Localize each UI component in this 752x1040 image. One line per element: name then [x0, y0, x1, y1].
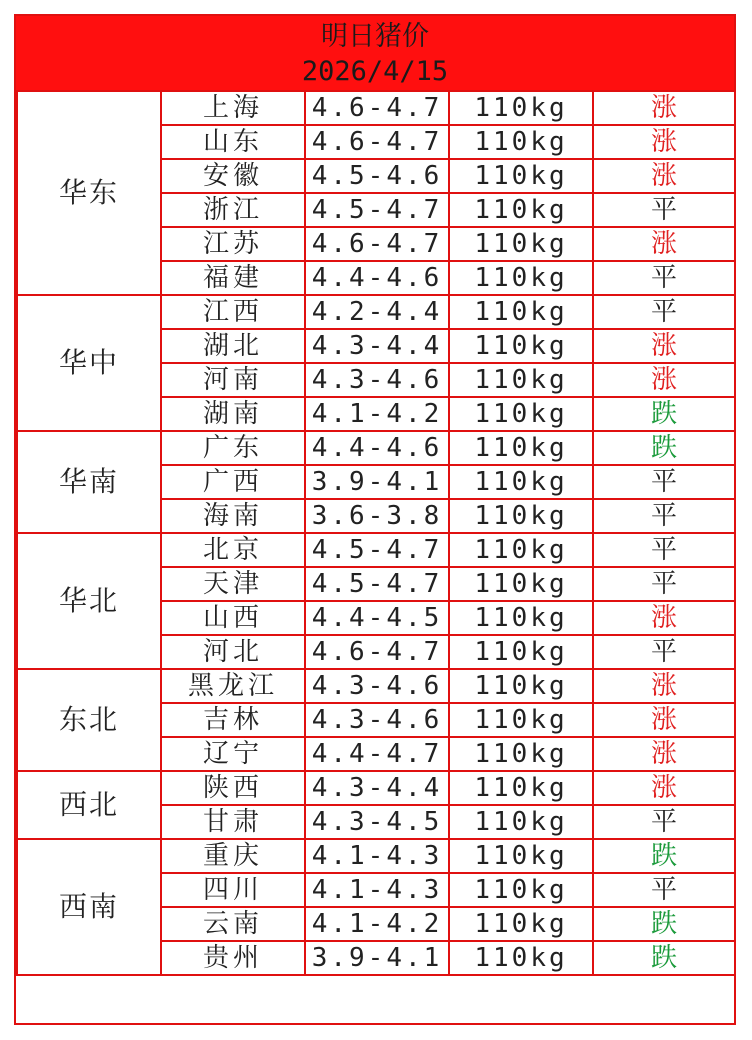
table-row — [17, 533, 735, 567]
province-cell: 湖南 — [161, 397, 305, 431]
province-cell: 重庆 — [161, 839, 305, 873]
price-cell: 4.3-4.4 — [305, 329, 449, 363]
province-cell: 海南 — [161, 499, 305, 533]
province-cell: 广东 — [161, 431, 305, 465]
trend-cell: 跌 — [593, 839, 735, 873]
province-cell: 四川 — [161, 873, 305, 907]
weight-cell: 110kg — [449, 227, 593, 261]
province-cell: 河南 — [161, 363, 305, 397]
trend-cell: 跌 — [593, 941, 735, 975]
trend-cell: 涨 — [593, 91, 735, 125]
price-cell: 4.4-4.6 — [305, 431, 449, 465]
price-cell: 4.6-4.7 — [305, 635, 449, 669]
region-cell: 华南 — [17, 431, 161, 533]
region-cell: 华中 — [17, 295, 161, 431]
price-cell: 4.1-4.2 — [305, 397, 449, 431]
price-cell: 4.1-4.2 — [305, 907, 449, 941]
weight-cell: 110kg — [449, 193, 593, 227]
province-cell: 吉林 — [161, 703, 305, 737]
trend-cell: 平 — [593, 635, 735, 669]
region-cell: 西南 — [17, 839, 161, 975]
price-cell: 4.3-4.6 — [305, 363, 449, 397]
trend-cell: 平 — [593, 873, 735, 907]
trend-cell: 跌 — [593, 907, 735, 941]
province-cell: 河北 — [161, 635, 305, 669]
sheet-date: 2026/4/15 — [301, 56, 449, 87]
trend-cell: 涨 — [593, 329, 735, 363]
trend-cell: 跌 — [593, 431, 735, 465]
table-row — [17, 91, 735, 125]
price-cell: 4.4-4.7 — [305, 737, 449, 771]
weight-cell: 110kg — [449, 601, 593, 635]
price-cell: 4.1-4.3 — [305, 839, 449, 873]
table-row — [17, 295, 735, 329]
price-table-body — [17, 91, 735, 975]
weight-cell: 110kg — [449, 91, 593, 125]
trend-cell: 涨 — [593, 125, 735, 159]
trend-cell: 平 — [593, 261, 735, 295]
price-cell: 4.6-4.7 — [305, 125, 449, 159]
price-cell: 4.5-4.7 — [305, 567, 449, 601]
price-cell: 3.9-4.1 — [305, 941, 449, 975]
price-cell: 4.3-4.5 — [305, 805, 449, 839]
province-cell: 甘肃 — [161, 805, 305, 839]
weight-cell: 110kg — [449, 941, 593, 975]
weight-cell: 110kg — [449, 567, 593, 601]
province-cell: 上海 — [161, 91, 305, 125]
weight-cell: 110kg — [449, 635, 593, 669]
province-cell: 江苏 — [161, 227, 305, 261]
weight-cell: 110kg — [449, 159, 593, 193]
trend-cell: 平 — [593, 499, 735, 533]
table-row — [17, 839, 735, 873]
province-cell: 山西 — [161, 601, 305, 635]
trend-cell: 涨 — [593, 703, 735, 737]
weight-cell: 110kg — [449, 873, 593, 907]
price-cell: 4.6-4.7 — [305, 91, 449, 125]
trend-cell: 涨 — [593, 363, 735, 397]
trend-cell: 平 — [593, 533, 735, 567]
trend-cell: 涨 — [593, 227, 735, 261]
region-cell: 西北 — [17, 771, 161, 839]
weight-cell: 110kg — [449, 703, 593, 737]
weight-cell: 110kg — [449, 771, 593, 805]
price-cell: 4.3-4.4 — [305, 771, 449, 805]
table-row — [17, 669, 735, 703]
trend-cell: 平 — [593, 193, 735, 227]
trend-cell: 涨 — [593, 737, 735, 771]
weight-cell: 110kg — [449, 805, 593, 839]
price-cell: 4.4-4.5 — [305, 601, 449, 635]
province-cell: 广西 — [161, 465, 305, 499]
price-cell: 4.5-4.6 — [305, 159, 449, 193]
weight-cell: 110kg — [449, 261, 593, 295]
region-cell: 东北 — [17, 669, 161, 771]
province-cell: 山东 — [161, 125, 305, 159]
province-cell: 浙江 — [161, 193, 305, 227]
price-cell: 4.4-4.6 — [305, 261, 449, 295]
weight-cell: 110kg — [449, 295, 593, 329]
trend-cell: 平 — [593, 567, 735, 601]
weight-cell: 110kg — [449, 737, 593, 771]
trend-cell: 平 — [593, 465, 735, 499]
province-cell: 福建 — [161, 261, 305, 295]
province-cell: 天津 — [161, 567, 305, 601]
weight-cell: 110kg — [449, 431, 593, 465]
price-sheet — [14, 14, 736, 1025]
province-cell: 安徽 — [161, 159, 305, 193]
price-cell: 4.5-4.7 — [305, 533, 449, 567]
weight-cell: 110kg — [449, 125, 593, 159]
province-cell: 江西 — [161, 295, 305, 329]
province-cell: 黑龙江 — [161, 669, 305, 703]
province-cell: 云南 — [161, 907, 305, 941]
sheet-title: 明日猪价 — [321, 21, 429, 52]
trend-cell: 平 — [593, 805, 735, 839]
weight-cell: 110kg — [449, 669, 593, 703]
price-cell: 4.5-4.7 — [305, 193, 449, 227]
weight-cell: 110kg — [449, 839, 593, 873]
province-cell: 贵州 — [161, 941, 305, 975]
trend-cell: 跌 — [593, 397, 735, 431]
price-cell: 4.2-4.4 — [305, 295, 449, 329]
province-cell: 陕西 — [161, 771, 305, 805]
price-cell: 3.9-4.1 — [305, 465, 449, 499]
weight-cell: 110kg — [449, 499, 593, 533]
table-row — [17, 771, 735, 805]
weight-cell: 110kg — [449, 363, 593, 397]
table-row — [17, 431, 735, 465]
province-cell: 北京 — [161, 533, 305, 567]
weight-cell: 110kg — [449, 465, 593, 499]
weight-cell: 110kg — [449, 907, 593, 941]
trend-cell: 涨 — [593, 159, 735, 193]
price-cell: 4.6-4.7 — [305, 227, 449, 261]
trend-cell: 平 — [593, 295, 735, 329]
trend-cell: 涨 — [593, 771, 735, 805]
province-cell: 辽宁 — [161, 737, 305, 771]
region-cell: 华东 — [17, 91, 161, 295]
price-cell: 3.6-3.8 — [305, 499, 449, 533]
weight-cell: 110kg — [449, 533, 593, 567]
price-cell: 4.3-4.6 — [305, 703, 449, 737]
trend-cell: 涨 — [593, 601, 735, 635]
price-cell: 4.1-4.3 — [305, 873, 449, 907]
trend-cell: 涨 — [593, 669, 735, 703]
weight-cell: 110kg — [449, 329, 593, 363]
price-cell: 4.3-4.6 — [305, 669, 449, 703]
sheet-header — [16, 16, 734, 90]
region-cell: 华北 — [17, 533, 161, 669]
price-table — [16, 90, 736, 976]
province-cell: 湖北 — [161, 329, 305, 363]
weight-cell: 110kg — [449, 397, 593, 431]
